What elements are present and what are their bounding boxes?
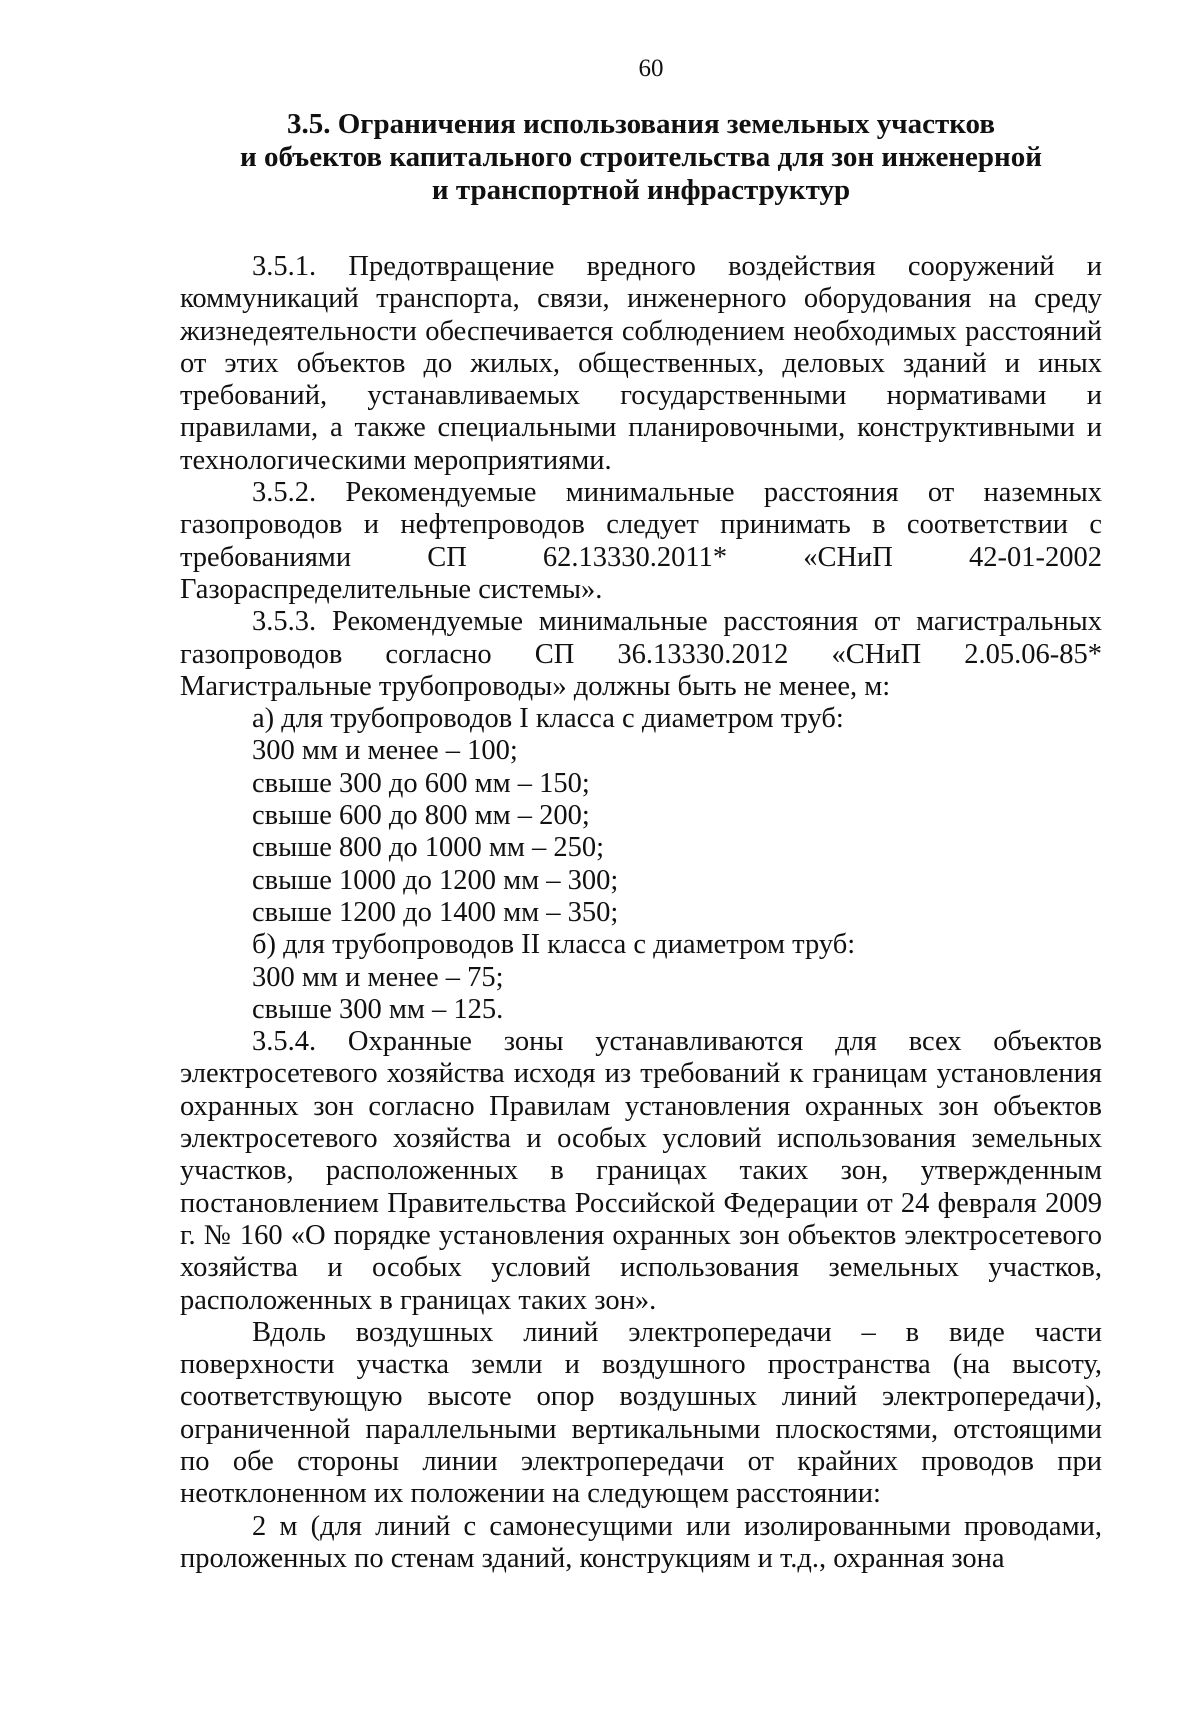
section-title-line-3: и транспортной инфраструктур bbox=[431, 174, 851, 206]
list-item: свыше 800 до 1000 мм – 250; bbox=[252, 832, 605, 864]
paragraph-3-5-1: 3.5.1. Предотвращение вредного воздействия сооружений и коммуникаций транспорта, связи, инженерного оборудования на среду жизнедеятельности обеспечивается соблюдением необходимых расстояний от этих объектов до жилых, общественных, деловых зданий и иных требований, устанавливаемых государственными нормативами и правилами, а также специальными планировочными, конструктивными и технологическими мероприятиями. bbox=[180, 251, 1102, 476]
list-item: свыше 1000 до 1200 мм – 300; bbox=[252, 864, 619, 896]
list-item: свыше 600 до 800 мм – 200; bbox=[252, 800, 590, 832]
list-b-title: б) для трубопроводов II класса с диаметром труб: bbox=[252, 929, 856, 961]
list-item: свыше 300 до 600 мм – 150; bbox=[252, 767, 590, 799]
page-number: 60 bbox=[638, 55, 664, 82]
paragraph-overhead-lines: Вдоль воздушных линий электропередачи – в виде части поверхности участка земли и воздушного пространства (на высоту, соответствующую высоте опор воздушных линий электропередачи), ограниченной параллельными вертикальными плоскостями, отстоящими по обе стороны линии электропередачи от крайних проводов при неотклоненном их положении на следующем расстоянии: bbox=[180, 1316, 1102, 1510]
list-item: 300 мм и менее – 100; bbox=[252, 735, 518, 767]
section-title bbox=[180, 108, 1102, 207]
paragraph-3-5-4: 3.5.4. Охранные зоны устанавливаются для всех объектов электросетевого хозяйства исходя из требований к границам установления охранных зон согласно Правилам установления охранных зон объектов электросетевого хозяйства и особых условий использования земельных участков, расположенных в границах таких зон, утвержденным постановлением Правительства Российской Федерации от 24 февраля 2009 г. № 160 «О порядке установления охранных зон объектов электросетевого хозяйства и особых условий использования земельных участков, расположенных в границах таких зон». bbox=[180, 1026, 1102, 1316]
paragraph-2m: 2 м (для линий с самонесущими или изолированными проводами, проложенных по стенам зданий, конструкциям и т.д., охранная зона bbox=[180, 1510, 1102, 1574]
list-a bbox=[180, 735, 1102, 929]
list-b bbox=[180, 962, 1102, 1027]
paragraph-3-5-2: 3.5.2. Рекомендуемые минимальные расстояния от наземных газопроводов и нефтепроводов следует принимать в соответствии с требованиями СП 62.13330.2011* «СНиП 42-01-2002 Газораспределительные системы». bbox=[180, 477, 1102, 605]
section-title-line-2: и объектов капитального строительства для зон инженерной bbox=[240, 141, 1042, 173]
list-item: свыше 1200 до 1400 мм – 350; bbox=[252, 896, 619, 928]
list-a-title: а) для трубопроводов I класса с диаметром труб: bbox=[252, 703, 844, 735]
list-item: 300 мм и менее – 75; bbox=[252, 961, 504, 993]
section-title-line-1: 3.5. Ограничения использования земельных участков bbox=[287, 108, 995, 140]
paragraph-3-5-3: 3.5.3. Рекомендуемые минимальные расстояния от магистральных газопроводов согласно СП 36.13330.2012 «СНиП 2.05.06-85* Магистральные трубопроводы» должны быть не менее, м: bbox=[180, 606, 1102, 702]
list-item: свыше 300 мм – 125. bbox=[252, 993, 504, 1025]
